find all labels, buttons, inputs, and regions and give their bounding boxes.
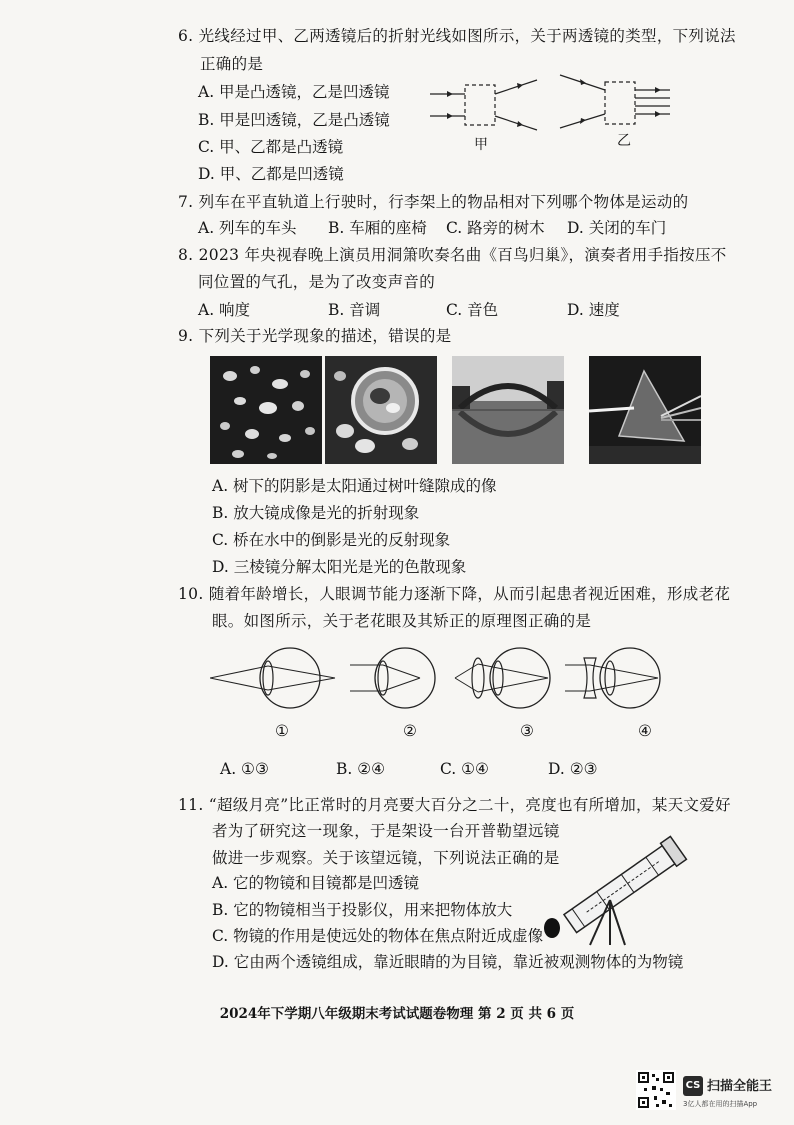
q11-option-c: C. 物镜的作用是使远处的物体在焦点附近成虚像 xyxy=(212,927,544,945)
q8-option-b: B. 音调 xyxy=(328,301,381,319)
q11-option-d: D. 它由两个透镜组成，靠近眼睛的为目镜，靠近被观测物体的为物镜 xyxy=(212,953,684,971)
q8-option-a: A. 响度 xyxy=(198,301,251,319)
q10-option-b: B. ②④ xyxy=(336,760,386,778)
q6-option-c: C. 甲、乙都是凸透镜 xyxy=(198,138,344,156)
q6-label-yi: 乙 xyxy=(617,133,631,149)
q10-fig-label-1: ① xyxy=(275,722,289,740)
q7-stem: 7. 列车在平直轨道上行驶时，行李架上的物品相对下列哪个物体是运动的 xyxy=(178,193,689,211)
q9-option-b: B. 放大镜成像是光的折射现象 xyxy=(212,504,420,522)
q10-option-d: D. ②③ xyxy=(548,760,598,778)
q9-option-a: A. 树下的阴影是太阳通过树叶缝隙成的像 xyxy=(212,477,497,495)
q9-option-d: D. 三棱镜分解太阳光是光的色散现象 xyxy=(212,558,467,576)
q8-option-c: C. 音色 xyxy=(446,301,499,319)
q10-option-c: C. ①④ xyxy=(440,760,489,778)
q11-option-a: A. 它的物镜和目镜都是凹透镜 xyxy=(212,874,420,892)
q8-option-d: D. 速度 xyxy=(567,301,620,319)
eye-diagram-3 xyxy=(455,648,550,708)
q7-option-d: D. 关闭的车门 xyxy=(567,219,667,237)
q11-option-b: B. 它的物镜相当于投影仪，用来把物体放大 xyxy=(212,901,513,919)
qr-code xyxy=(636,1070,676,1110)
q7-option-c: C. 路旁的树木 xyxy=(446,219,545,237)
page-footer: 2024年下学期八年级期末考试试题卷物理 第 2 页 共 6 页 xyxy=(219,1006,575,1022)
q8-stem-line1: 8. 2023 年央视春晚上演员用洞箫吹奏名曲《百鸟归巢》，演奏者用手指按压不 xyxy=(178,246,727,264)
eye-diagram-1 xyxy=(210,648,335,708)
eye-diagrams xyxy=(210,640,680,720)
tree-shadow-photo xyxy=(210,356,322,464)
q6-stem-line2: 正确的是 xyxy=(200,55,264,73)
q7-option-b: B. 车厢的座椅 xyxy=(328,219,427,237)
q9-stem: 9. 下列关于光学现象的描述，错误的是 xyxy=(178,327,452,345)
q10-stem-line1: 10. 随着年龄增长，人眼调节能力逐渐下降，从而引起患者视近困难，形成老花 xyxy=(178,585,731,603)
q10-option-a: A. ①③ xyxy=(220,760,269,778)
camscanner-logo: CS xyxy=(683,1076,703,1096)
q10-fig-label-2: ② xyxy=(403,722,417,740)
q6-option-d: D. 甲、乙都是凹透镜 xyxy=(198,165,344,183)
q9-option-c: C. 桥在水中的倒影是光的反射现象 xyxy=(212,531,451,549)
q11-stem-line2: 者为了研究这一现象，于是架设一台开普勒望远镜 xyxy=(212,822,560,840)
eye-diagram-2 xyxy=(350,648,435,708)
q10-stem-line2: 眼。如图所示，关于老花眼及其矫正的原理图正确的是 xyxy=(212,612,592,630)
q11-stem-line1: 11. “超级月亮”比正常时的月亮要大百分之二十，亮度也有所增加，某天文爱好 xyxy=(178,796,731,814)
q6-option-b: B. 甲是凹透镜，乙是凸透镜 xyxy=(198,111,390,129)
q11-stem-line3: 做进一步观察。关于该望远镜，下列说法正确的是 xyxy=(212,849,560,867)
bridge-reflection-photo xyxy=(452,356,564,464)
q6-label-jia: 甲 xyxy=(474,137,488,153)
q10-fig-label-4: ④ xyxy=(638,722,652,740)
prism-photo xyxy=(589,356,701,464)
camscanner-name: 扫描全能王 xyxy=(707,1079,773,1094)
q8-stem-line2: 同位置的气孔，是为了改变声音的 xyxy=(198,273,436,291)
q6-stem-line1: 6. 光线经过甲、乙两透镜后的折射光线如图所示，关于两透镜的类型，下列说法 xyxy=(178,27,736,45)
eye-diagram-4 xyxy=(565,648,660,708)
magnifier-photo xyxy=(325,356,437,464)
telescope-figure xyxy=(540,820,700,950)
q10-fig-label-3: ③ xyxy=(520,722,534,740)
q6-lens-figure xyxy=(425,70,675,160)
q7-option-a: A. 列车的车头 xyxy=(198,219,297,237)
camscanner-tagline: 3亿人都在用的扫描App xyxy=(683,1100,758,1108)
q6-option-a: A. 甲是凸透镜，乙是凹透镜 xyxy=(198,83,390,101)
